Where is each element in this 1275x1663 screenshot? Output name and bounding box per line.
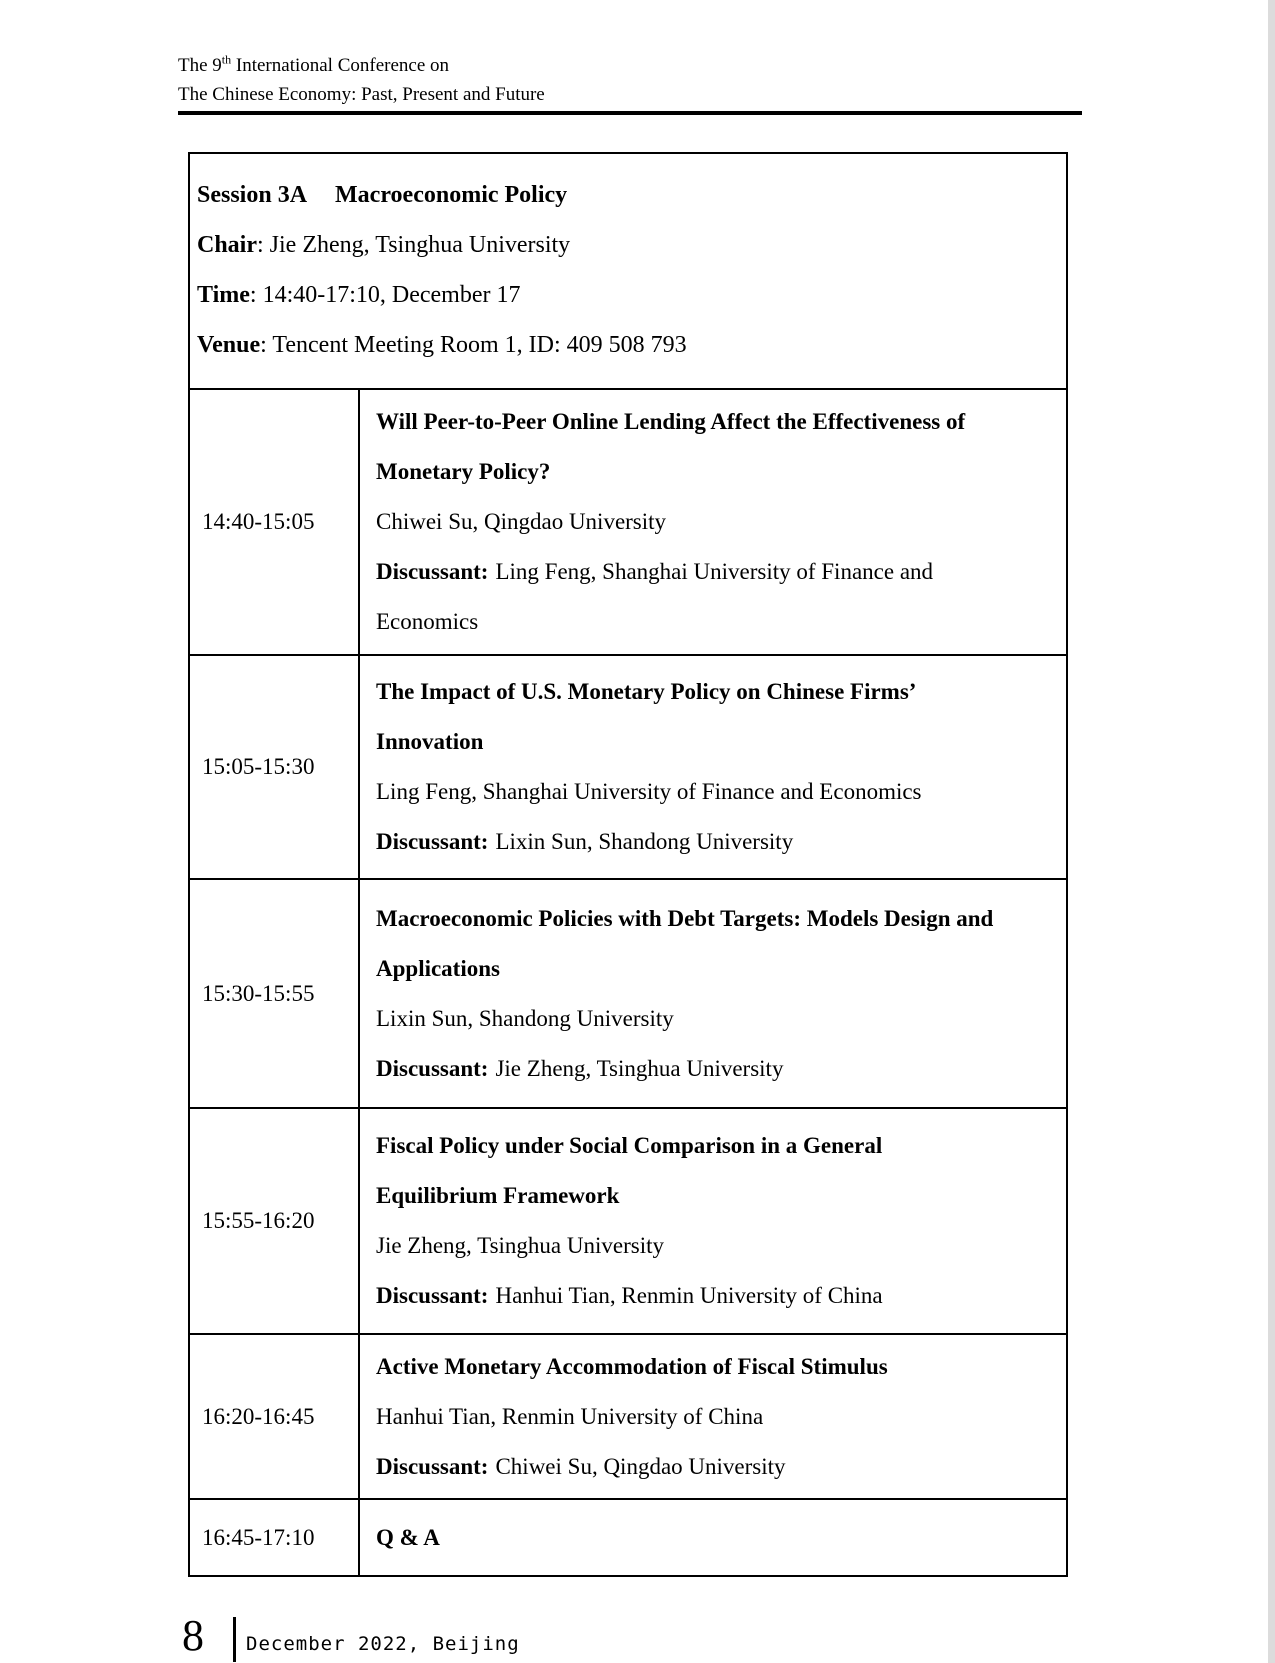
- session-label: Session 3A: [197, 182, 308, 208]
- talk-title-line: Macroeconomic Policies with Debt Targets: Models Design and: [376, 905, 994, 931]
- footer-page-number: 8: [182, 1611, 204, 1660]
- time-cell: [190, 880, 360, 1107]
- discussant-label: Discussant:: [376, 1055, 489, 1081]
- time-cell: [190, 1335, 360, 1498]
- talk-speaker: Lixin Sun, Shandong University: [376, 1005, 674, 1031]
- talk-discussant-line: [376, 1271, 1058, 1321]
- talk-speaker: Ling Feng, Shanghai University of Finance and Economics: [376, 779, 922, 804]
- session-title-line: [197, 170, 1056, 220]
- session-time-line: Time: 14:40-17:10, December 17: [197, 282, 521, 308]
- talk-speaker: Hanhui Tian, Renmin University of China: [376, 1403, 764, 1429]
- session-venue-line: Venue: Tencent Meeting Room 1, ID: 409 508 793: [197, 332, 687, 358]
- header-rule: [178, 111, 1082, 115]
- talk-title-line: The Impact of U.S. Monetary Policy on Chinese Firms’: [376, 679, 917, 704]
- ordinal-superscript: th: [221, 52, 232, 67]
- discussant-name: Chiwei Su, Qingdao University: [495, 1453, 786, 1479]
- talk-title-line: Equilibrium Framework: [376, 1183, 620, 1208]
- discussant-label: Discussant:: [376, 829, 489, 854]
- talk-discussant-line: [376, 1442, 1058, 1492]
- discussant-name: Hanhui Tian, Renmin University of China: [495, 1283, 883, 1308]
- talk-speaker: Chiwei Su, Qingdao University: [376, 509, 667, 534]
- session-title: Macroeconomic Policy: [335, 182, 568, 208]
- talk-discussant-continued: Economics: [376, 609, 479, 634]
- table-row: [190, 388, 1066, 654]
- talk-cell: [360, 656, 1066, 878]
- session-header-cell: [190, 154, 1066, 388]
- talk-discussant-line: [376, 547, 1058, 597]
- discussant-label: Discussant:: [376, 1283, 489, 1308]
- time-cell: [190, 656, 360, 878]
- discussant-name: Lixin Sun, Shandong University: [495, 829, 794, 854]
- time-cell: [190, 1500, 360, 1575]
- talk-title-line: Applications: [376, 955, 500, 981]
- footer-text: December 2022, Beijing: [246, 1633, 520, 1655]
- discussant-label: Discussant:: [376, 559, 489, 584]
- time-cell: [190, 1109, 360, 1333]
- talk-discussant-line: [376, 817, 1058, 867]
- conference-header: [178, 51, 545, 109]
- time-slot: 15:55-16:20: [202, 1208, 315, 1233]
- session-table: [188, 152, 1068, 1577]
- talk-cell: [360, 1109, 1066, 1333]
- time-slot: 15:30-15:55: [202, 980, 315, 1006]
- talk-title-line: Active Monetary Accommodation of Fiscal Stimulus: [376, 1353, 888, 1379]
- talk-cell: [360, 390, 1066, 654]
- session-chair-line: Chair: Jie Zheng, Tsinghua University: [197, 232, 571, 258]
- table-row: [190, 1498, 1066, 1575]
- talk-title-line: Innovation: [376, 729, 484, 754]
- talk-cell: [360, 880, 1066, 1107]
- time-cell: [190, 390, 360, 654]
- table-row: [190, 1107, 1066, 1333]
- talk-title-line: Fiscal Policy under Social Comparison in a General: [376, 1133, 883, 1158]
- table-row: [190, 1333, 1066, 1498]
- discussant-name: Jie Zheng, Tsinghua University: [495, 1055, 784, 1081]
- talk-cell: [360, 1335, 1066, 1498]
- talk-title-line: Will Peer-to-Peer Online Lending Affect the Effectiveness of: [376, 409, 966, 434]
- time-slot: 15:05-15:30: [202, 754, 315, 779]
- conference-header-line2: The Chinese Economy: Past, Present and Future: [178, 84, 545, 105]
- time-slot: 16:45-17:10: [202, 1524, 315, 1550]
- talk-title-line: Monetary Policy?: [376, 459, 551, 484]
- table-row: [190, 878, 1066, 1107]
- time-slot: 16:20-16:45: [202, 1403, 315, 1429]
- time-slot: 14:40-15:05: [202, 509, 315, 534]
- footer-separator: [233, 1617, 236, 1662]
- talk-cell: [360, 1500, 1066, 1575]
- conference-header-line1: The 9th International Conference on: [178, 52, 450, 76]
- discussant-label: Discussant:: [376, 1453, 489, 1479]
- talk-discussant-line: [376, 1044, 1058, 1094]
- talk-speaker: Jie Zheng, Tsinghua University: [376, 1233, 664, 1258]
- table-row: [190, 654, 1066, 878]
- talk-title-line: Q & A: [376, 1524, 440, 1550]
- page-edge-strip: [1268, 0, 1275, 1663]
- discussant-name: Ling Feng, Shanghai University of Finance and: [495, 559, 934, 584]
